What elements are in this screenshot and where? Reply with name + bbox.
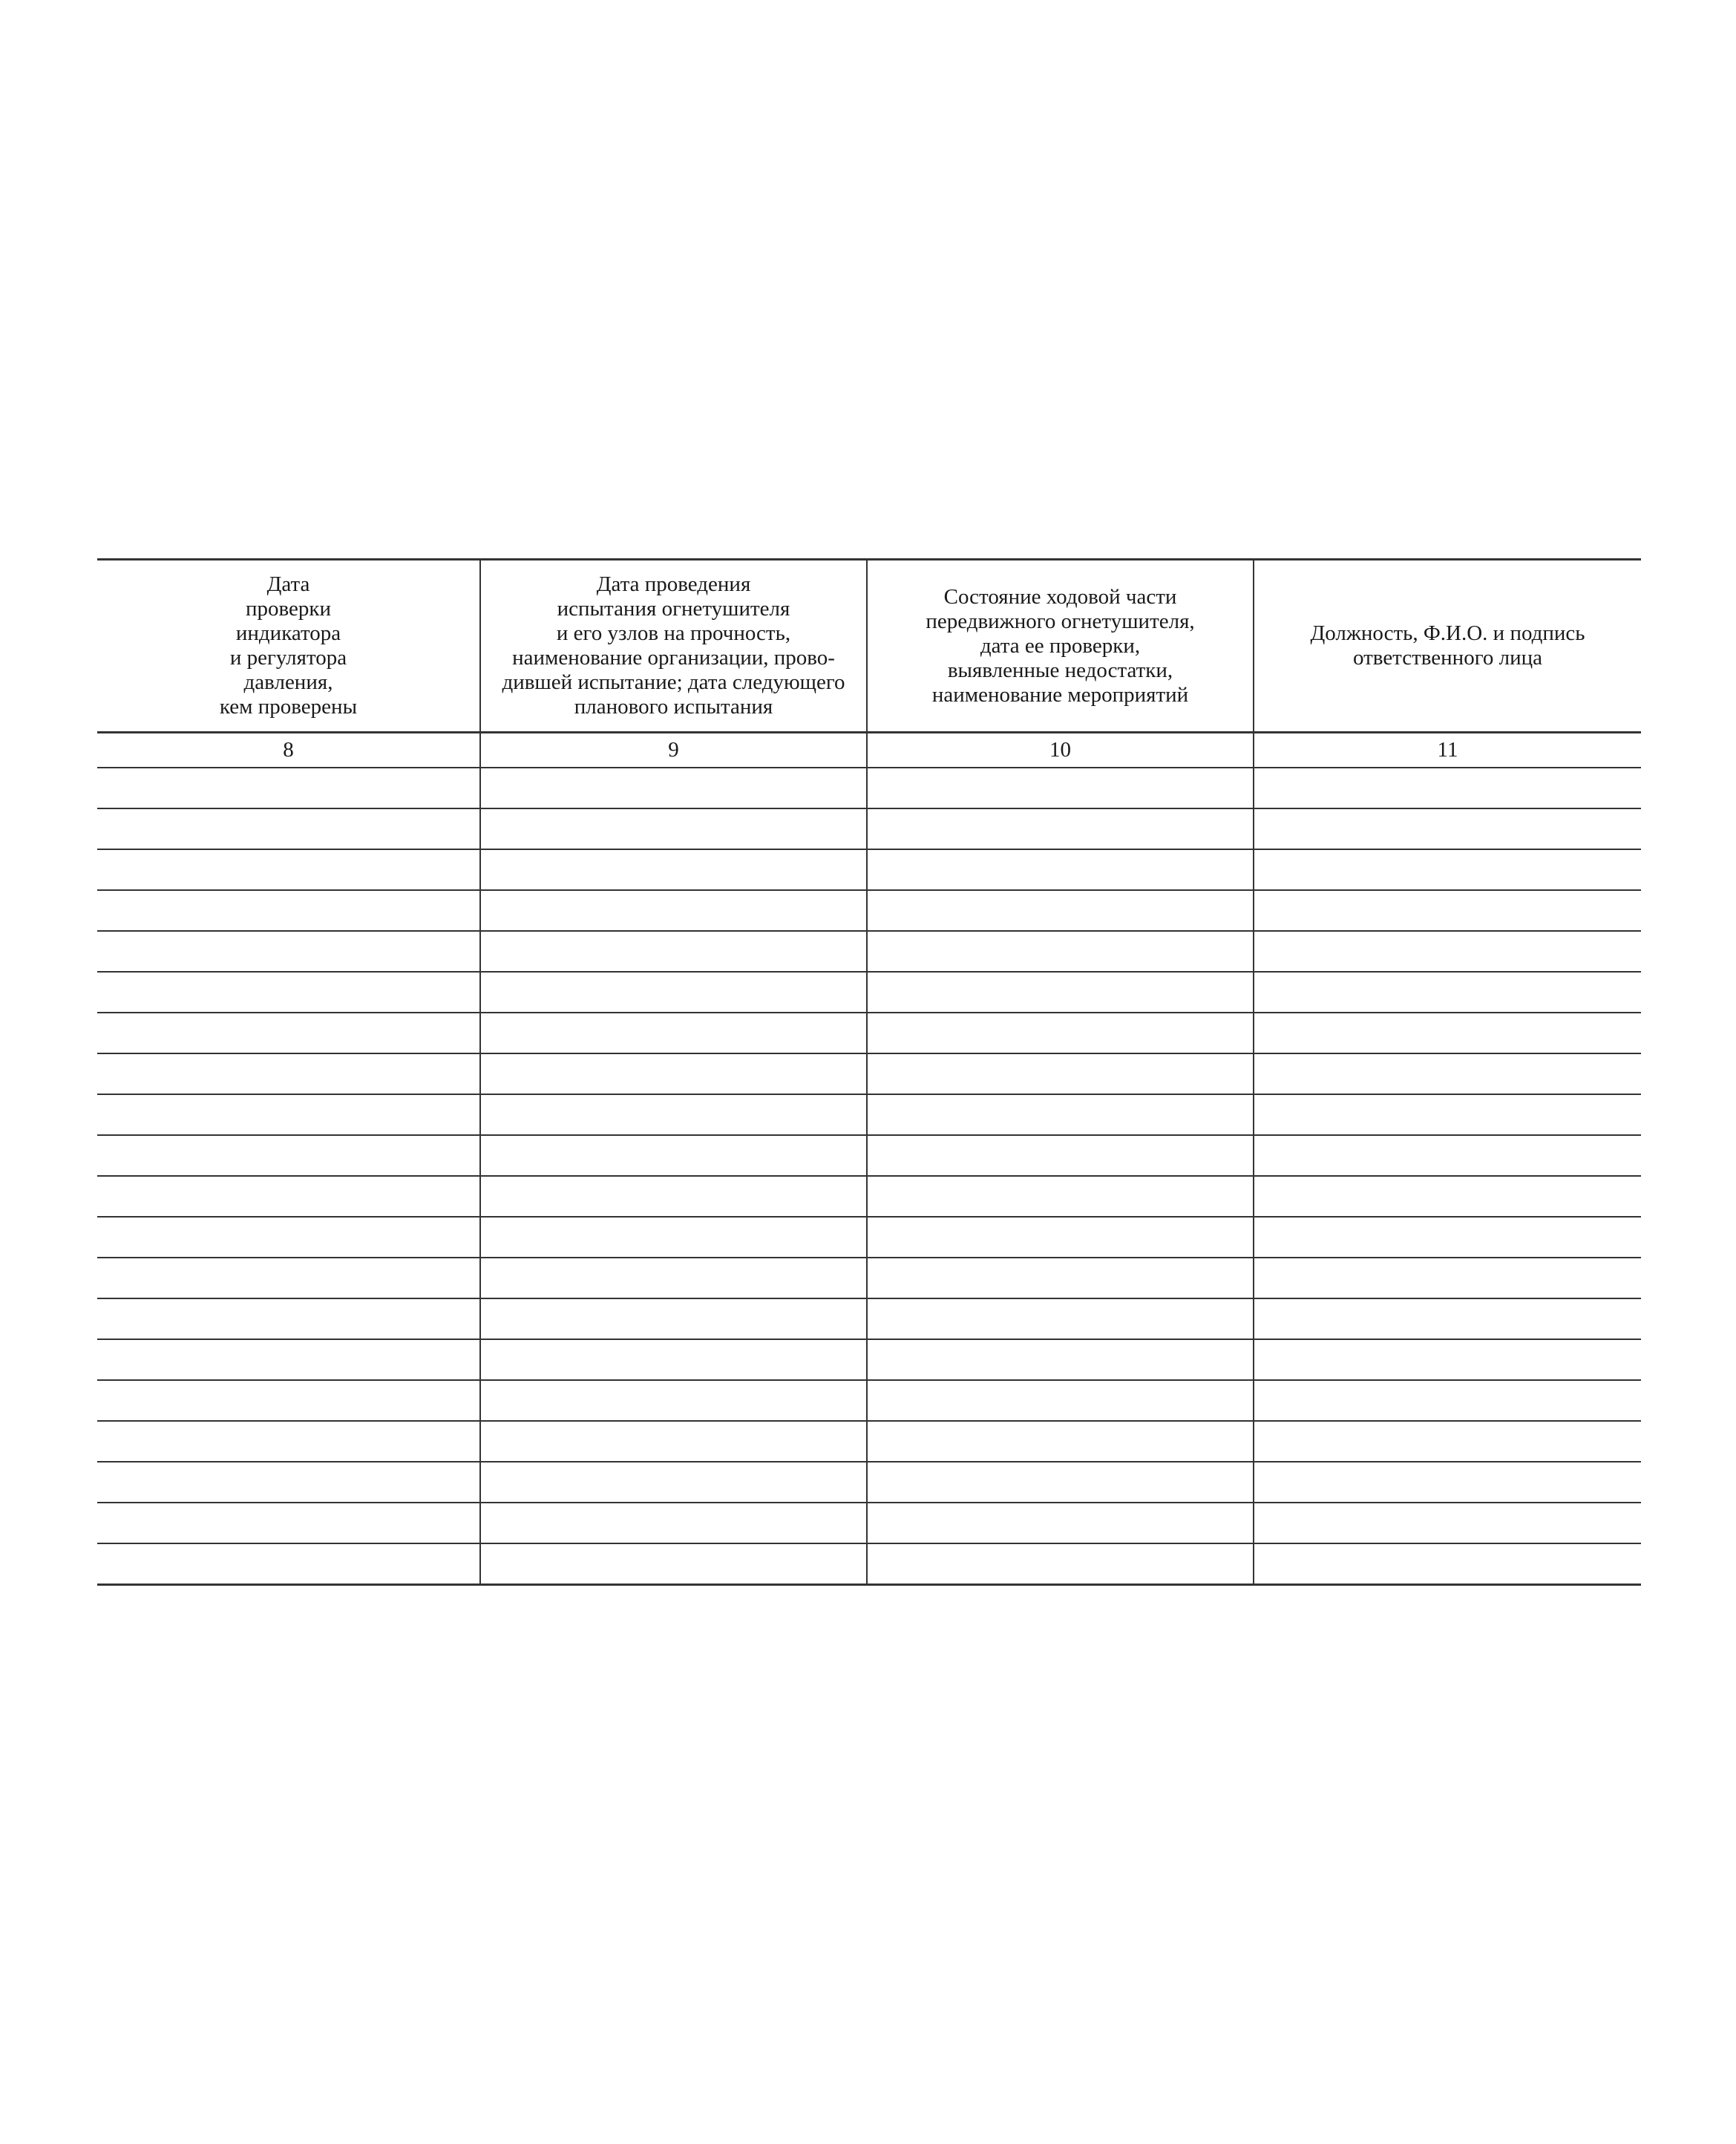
table-body [97,768,1641,1585]
table-cell [1254,931,1641,972]
table-cell [480,1217,867,1258]
table-cell [1254,1135,1641,1176]
table-cell [1254,1217,1641,1258]
table-cell [1254,972,1641,1013]
table-cell [867,931,1254,972]
table-cell [867,1298,1254,1339]
table-cell [1254,1543,1641,1585]
table-cell [97,808,480,849]
column-number: 8 [97,733,480,768]
table-cell [867,768,1254,808]
table-cell [867,1543,1254,1585]
table-cell [97,849,480,890]
table-cell [867,1217,1254,1258]
table-cell [97,1217,480,1258]
table-cell [1254,1339,1641,1380]
table-row [97,1543,1641,1585]
column-header-chassis-state [867,560,1254,733]
table-cell [480,1298,867,1339]
table-row [97,808,1641,849]
table-cell [480,1094,867,1135]
table-row [97,1298,1641,1339]
table-row [97,768,1641,808]
table-cell [480,1421,867,1462]
table-cell [1254,1298,1641,1339]
table-cell [97,931,480,972]
column-number: 9 [480,733,867,768]
column-header-responsible-person [1254,560,1641,733]
table-cell [867,1339,1254,1380]
table-cell [867,1053,1254,1094]
table-cell [867,1503,1254,1543]
table-cell [480,808,867,849]
column-header-label: Дата проверки индикатора и регулятора давления, кем проверены [219,572,358,719]
column-header-indicator-check [97,560,480,733]
table-row [97,1094,1641,1135]
table-cell [1254,1462,1641,1503]
table-cell [480,890,867,931]
table-cell [1254,808,1641,849]
table-cell [97,890,480,931]
table-cell [97,1258,480,1298]
table-cell [97,1053,480,1094]
table-cell [1254,890,1641,931]
table-cell [97,1462,480,1503]
table-cell [480,1053,867,1094]
table-row [97,1135,1641,1176]
table-row [97,1339,1641,1380]
table-row [97,849,1641,890]
column-header-strength-test [480,560,867,733]
table-cell [1254,1503,1641,1543]
column-header-label: Дата проведения испытания огнетушителя и его узлов на прочность, наименование организации, прово- дившей испытание; дата следующего планового испытания [502,572,845,719]
fire-extinguisher-log-table [97,558,1641,1586]
table-cell [867,1380,1254,1421]
table-cell [1254,1258,1641,1298]
table-cell [867,1462,1254,1503]
table-cell [480,931,867,972]
table-cell [480,1380,867,1421]
table-row [97,1217,1641,1258]
table-row [97,890,1641,931]
table-cell [867,1013,1254,1053]
table-row [97,1053,1641,1094]
table-cell [867,1094,1254,1135]
table-row [97,931,1641,972]
column-number-row [97,733,1641,768]
table-cell [480,768,867,808]
table-cell [1254,1053,1641,1094]
table-row [97,1421,1641,1462]
table-cell [97,1339,480,1380]
table-cell [480,849,867,890]
table-cell [480,1462,867,1503]
table-cell [480,972,867,1013]
table-row [97,972,1641,1013]
table-row [97,1013,1641,1053]
table-cell [1254,1380,1641,1421]
table-cell [1254,768,1641,808]
table-cell [867,1135,1254,1176]
table-cell [1254,1094,1641,1135]
table-cell [1254,1176,1641,1217]
table-cell [480,1013,867,1053]
table-cell [97,768,480,808]
table-cell [97,1176,480,1217]
table-cell [867,1258,1254,1298]
table-cell [1254,849,1641,890]
table-cell [1254,1013,1641,1053]
column-header-label: Должность, Ф.И.О. и подпись ответственного лица [1310,621,1585,670]
table-header-row [97,560,1641,733]
table-cell [97,1094,480,1135]
table-cell [97,972,480,1013]
table-cell [867,1421,1254,1462]
table-cell [480,1543,867,1585]
table-cell [1254,1421,1641,1462]
table-cell [480,1135,867,1176]
table-cell [867,890,1254,931]
table-cell [97,1135,480,1176]
table-cell [97,1503,480,1543]
table-cell [97,1421,480,1462]
table-cell [97,1543,480,1585]
table-row [97,1176,1641,1217]
table-row [97,1462,1641,1503]
table-row [97,1380,1641,1421]
table-cell [480,1258,867,1298]
column-number: 10 [867,733,1254,768]
table-cell [867,849,1254,890]
column-header-label: Состояние ходовой части передвижного огнетушителя, дата ее проверки, выявленные недостатки, наименование мероприятий [926,584,1195,707]
table-row [97,1503,1641,1543]
table-row [97,1258,1641,1298]
table-cell [480,1176,867,1217]
table-cell [867,972,1254,1013]
table-cell [480,1503,867,1543]
table-cell [97,1298,480,1339]
table-cell [480,1339,867,1380]
table-cell [867,808,1254,849]
table-cell [97,1013,480,1053]
table-cell [867,1176,1254,1217]
column-number: 11 [1254,733,1641,768]
table-cell [97,1380,480,1421]
